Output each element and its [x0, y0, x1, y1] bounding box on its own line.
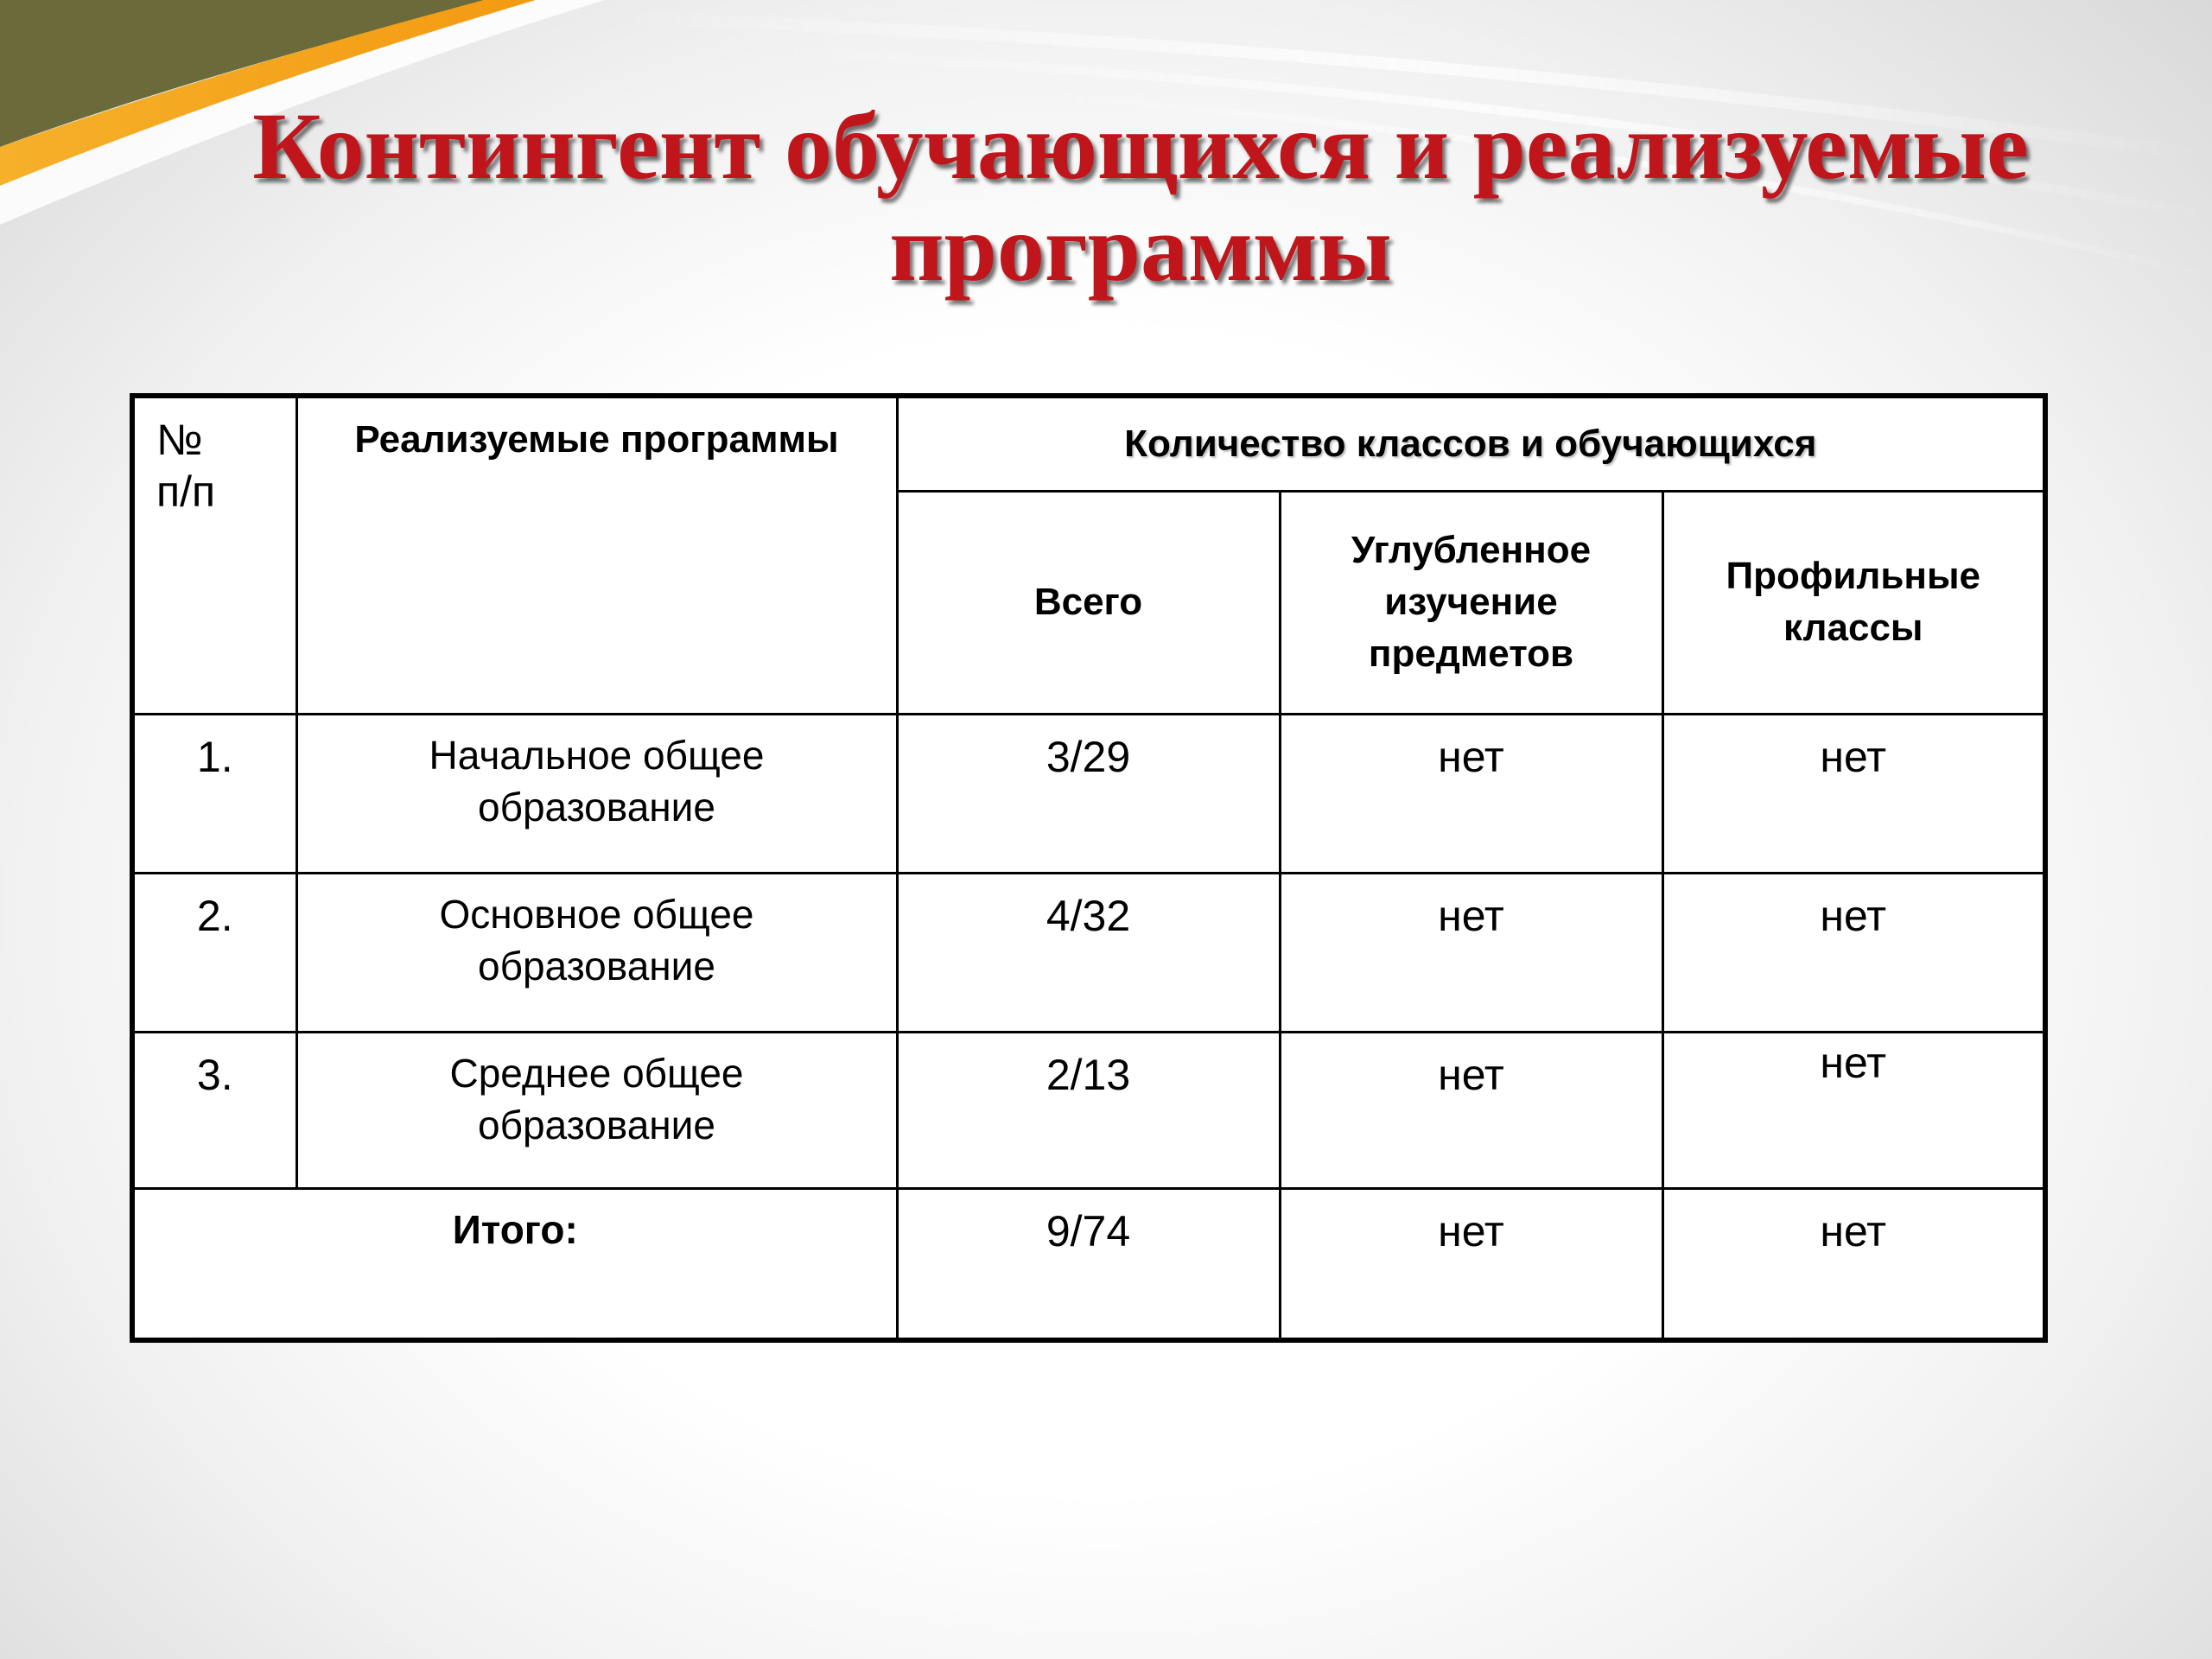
summary-advanced: нет	[1280, 1188, 1662, 1340]
title-line-1: Контингент обучающихся и реализуемые	[252, 93, 2029, 199]
row-profile: нет	[1662, 873, 2045, 1032]
header-advanced-line-3: предметов	[1368, 632, 1574, 675]
summary-profile: нет	[1662, 1188, 2045, 1340]
row-number: 1.	[132, 714, 296, 873]
header-profile-line-1: Профильные	[1726, 555, 1981, 597]
header-total-cell	[897, 491, 1280, 714]
row-program-line-1: Среднее общее	[449, 1050, 744, 1096]
row-program-line-2: образование	[478, 784, 715, 830]
row-program	[296, 873, 897, 1032]
summary-label: Итого:	[132, 1188, 897, 1340]
header-number-cell	[132, 396, 296, 714]
table-row	[132, 714, 2045, 873]
header-group-label: Количество классов и обучающихся	[1124, 422, 1817, 465]
row-program	[296, 714, 897, 873]
row-program	[296, 1032, 897, 1188]
header-programs-cell	[296, 396, 897, 714]
row-total: 2/13	[897, 1032, 1280, 1188]
header-total-label: Всего	[1033, 581, 1143, 623]
header-row-1	[132, 396, 2045, 491]
summary-total: 9/74	[897, 1188, 1280, 1340]
header-number-line-2: п/п	[156, 467, 216, 516]
row-number: 2.	[132, 873, 296, 1032]
header-profile-cell	[1662, 491, 2045, 714]
row-program-line-2: образование	[478, 943, 715, 988]
table-row	[132, 1032, 2045, 1188]
header-group-cell	[897, 396, 2045, 491]
row-advanced: нет	[1280, 1032, 1662, 1188]
row-program-line-1: Начальное общее	[429, 732, 765, 778]
header-advanced-cell	[1280, 491, 1662, 714]
row-program-line-1: Основное общее	[439, 891, 754, 937]
row-advanced: нет	[1280, 714, 1662, 873]
header-number-line-1: №	[156, 416, 203, 464]
row-number: 3.	[132, 1032, 296, 1188]
row-program-line-2: образование	[478, 1102, 715, 1147]
contingent-table	[130, 393, 2048, 1343]
row-profile: нет	[1662, 714, 2045, 873]
header-profile-line-2: классы	[1783, 607, 1923, 649]
row-total: 3/29	[897, 714, 1280, 873]
header-programs-label: Реализуемые программы	[354, 418, 839, 461]
table-row	[132, 873, 2045, 1032]
header-advanced-line-1: Углубленное	[1351, 529, 1592, 571]
page-title	[138, 95, 2143, 299]
row-profile: нет	[1662, 1032, 2045, 1188]
row-advanced: нет	[1280, 873, 1662, 1032]
title-line-2: программы	[889, 195, 1392, 301]
header-advanced-line-2: изучение	[1384, 581, 1558, 623]
summary-row	[132, 1188, 2045, 1340]
row-total: 4/32	[897, 873, 1280, 1032]
